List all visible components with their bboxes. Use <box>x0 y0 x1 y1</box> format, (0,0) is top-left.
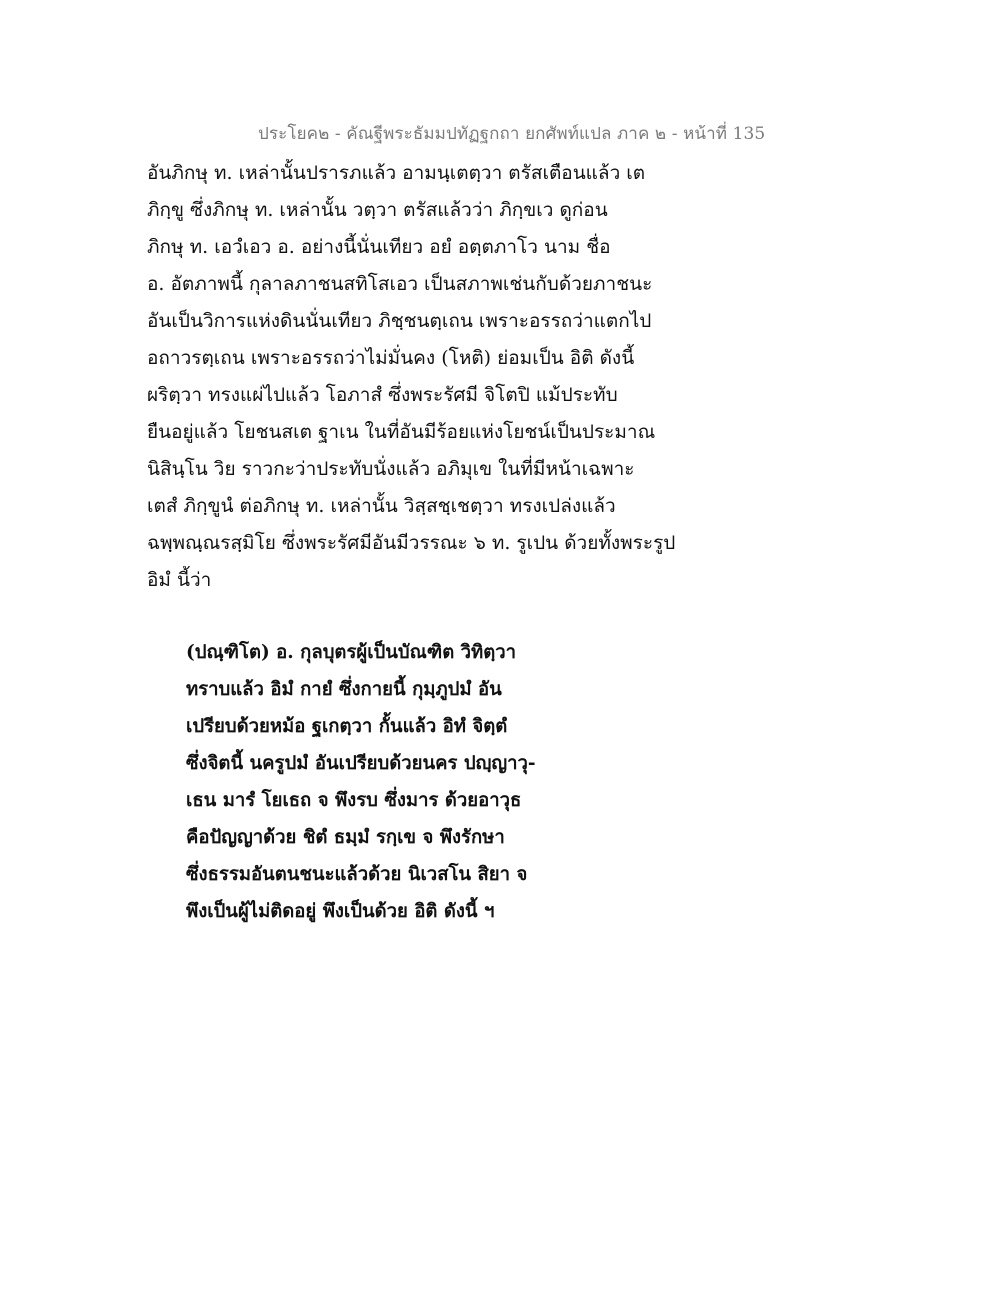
verse-line: ซึ่งธรรมอันตนชนะแล้วด้วย นิเวสโน สิยา จ <box>186 864 528 885</box>
paragraph-line: เตสํ ภิกฺขูนํ ต่อภิกษุ ท. เหล่านั้น วิสฺสชฺเชตฺวา ทรงเปล่งแล้ว <box>147 495 616 517</box>
paragraph-line: อถาวรตฺเถน เพราะอรรถว่าไม่มั่นคง (โหติ) ย่อมเป็น อิติ ดังนี้ <box>147 347 635 369</box>
paragraph-line: ฉพฺพณฺณรสฺมิโย ซึ่งพระรัศมีอันมีวรรณะ ๖ ท. รูเปน ด้วยทั้งพระรูป <box>147 532 676 554</box>
verse-block <box>186 634 586 930</box>
paragraph-line: ยืนอยู่แล้ว โยชนสเต ฐาเน ในที่อันมีร้อยแห่งโยชน์เป็นประมาณ <box>147 421 656 443</box>
paragraph-line: ภิกฺขู ซึ่งภิกษุ ท. เหล่านั้น วตฺวา ตรัสแล้วว่า ภิกฺขเว ดูก่อน <box>147 199 608 221</box>
verse-line: พึงเป็นผู้ไม่ติดอยู่ พึงเป็นด้วย อิติ ดังนี้ ฯ <box>186 901 495 922</box>
paragraph-line: อิมํ นี้ว่า <box>147 569 212 591</box>
paragraph-line: อันภิกษุ ท. เหล่านั้นปรารภแล้ว อามนฺเตตฺวา ตรัสเตือนแล้ว เต <box>147 162 646 184</box>
verse-line: (ปณฺฑิโต) อ. กุลบุตรผู้เป็นบัณฑิต วิทิตฺวา <box>186 642 517 663</box>
verse-line: ซึ่งจิตนี้ นครูปมํ อันเปรียบด้วยนคร ปญฺญาวุ- <box>186 753 536 774</box>
paragraph-line: ผริตฺวา ทรงแผ่ไปแล้ว โอภาสํ ซึ่งพระรัศมี จิโตปิ แม้ประทับ <box>147 384 618 406</box>
verse-line: คือปัญญาด้วย ชิตํ ธมฺมํ รกฺเข จ พึงรักษา <box>186 827 505 848</box>
paragraph-line: อันเป็นวิการแห่งดินนั่นเทียว ภิชฺชนตฺเถน เพราะอรรถว่าแตกไป <box>147 310 652 332</box>
paragraph-line: นิสินฺโน วิย ราวกะว่าประทับนั่งแล้ว อภิมุเข ในที่มีหน้าเฉพาะ <box>147 458 635 480</box>
paragraph-line: อ. อัตภาพนี้ กุลาลภาชนสทิโสเอว เป็นสภาพเช่นกับด้วยภาชนะ <box>147 273 653 295</box>
verse-line: เปรียบด้วยหม้อ ฐเกตฺวา กั้นแล้ว อิทํ จิตฺตํ <box>186 716 508 737</box>
paragraph-line: ภิกษุ ท. เอวํเอว อ. อย่างนี้นั่นเทียว อยํ อตฺตภาโว นาม ชื่อ <box>147 236 611 258</box>
paragraph <box>147 155 707 599</box>
verse-line: ทราบแล้ว อิมํ กายํ ซึ่งกายนี้ กุมฺภูปมํ อัน <box>186 679 502 700</box>
page-header: ประโยค๒ - คัณฐีพระธัมมปทัฏฐกถา ยกศัพท์แปล ภาค ๒ - หน้าที่ 135 <box>258 124 766 144</box>
verse-line: เธน มารํ โยเธถ จ พึงรบ ซึ่งมาร ด้วยอาวุธ <box>186 790 522 811</box>
